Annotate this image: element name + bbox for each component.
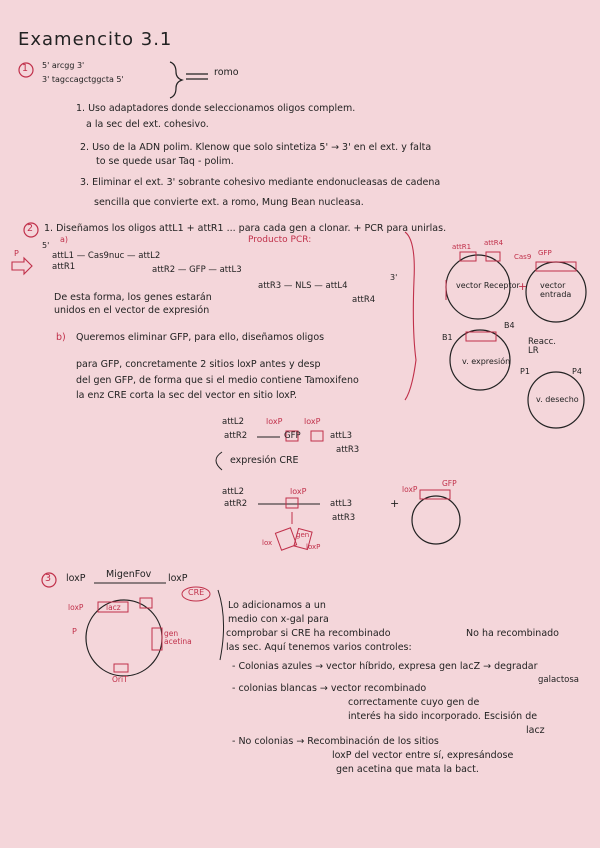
cas9-label: Cas9 bbox=[514, 253, 532, 261]
vector-expresion-label: v. expresión bbox=[462, 357, 511, 366]
attR1-label: attR1 bbox=[452, 243, 472, 251]
pcr-row3: attR3 — NLS — attL4 bbox=[258, 281, 348, 291]
seq1: 5' arcgg 3' bbox=[42, 61, 85, 70]
promoter-arrow-icon bbox=[12, 258, 32, 274]
vector-receptor-label: vector Receptor bbox=[456, 281, 520, 290]
q1-brace bbox=[170, 62, 182, 98]
p-label: P bbox=[14, 249, 19, 258]
q3-p-label: P bbox=[72, 627, 77, 636]
q3-loxP-right: loxP bbox=[168, 573, 188, 584]
gfp-label: GFP bbox=[538, 249, 552, 257]
q2-a-label: a) bbox=[60, 235, 69, 244]
vector-entrada-label: vector entrada bbox=[540, 281, 572, 299]
bullet1b: galactosa bbox=[538, 675, 580, 685]
bullet2b: correctamente cuyo gen de bbox=[348, 697, 480, 708]
p1-label: P1 bbox=[520, 367, 530, 376]
q1-item3b: sencilla que convierte ext. a romo, Mung Bean nucleasa. bbox=[94, 197, 364, 208]
para1-b: unidos en el vector de expresión bbox=[54, 305, 210, 316]
b-line3: del gen GFP, de forma que si el medio contiene Tamoxifeno bbox=[76, 375, 359, 386]
q1-item1a: 1. Uso adaptadores donde seleccionamos oligos complem. bbox=[76, 103, 356, 114]
q3-text2: medio con x-gal para bbox=[228, 614, 329, 625]
q2-heading: 1. Diseñamos los oligos attL1 + attR1 ... para cada gen a clonar. + PCR para unirlas. bbox=[44, 223, 447, 234]
bullet2c: interés ha sido incorporado. Escisión de bbox=[348, 711, 538, 722]
e-attL2: attL2 bbox=[222, 487, 245, 497]
bullet2d: lacz bbox=[526, 725, 545, 736]
q1-item3a: 3. Eliminar el ext. 3' sobrante cohesivo mediante endonucleasas de cadena bbox=[80, 177, 441, 188]
excised-circle bbox=[412, 496, 460, 544]
para1-a: De esta forma, los genes estarán bbox=[54, 292, 212, 303]
five-prime: 5' bbox=[42, 241, 50, 250]
pcr-row1x: attR1 bbox=[52, 262, 76, 272]
loxP-small: loxP bbox=[306, 543, 321, 551]
e-attL3: attL3 bbox=[330, 499, 353, 509]
q3-text3: comprobar si CRE ha recombinado bbox=[226, 628, 391, 639]
q1-number: 1 bbox=[22, 63, 29, 74]
seq2: 3' tagccagctggcta 5' bbox=[42, 75, 124, 84]
no-recombinado: No ha recombinado bbox=[466, 628, 559, 639]
gen-acetina-label: gen acetina bbox=[164, 629, 192, 647]
c-gfp: GFP bbox=[442, 479, 457, 488]
d-attL3: attL3 bbox=[330, 431, 353, 441]
e-loxP: loxP bbox=[290, 487, 307, 496]
d-attL2: attL2 bbox=[222, 417, 245, 427]
pcr-row4: attR4 bbox=[352, 295, 376, 305]
lacz-label: lacz bbox=[106, 603, 121, 612]
q3-loxP-left: loxP bbox=[66, 573, 86, 584]
page-title: Examencito 3.1 bbox=[18, 29, 173, 50]
pcr-row1: attL1 — Cas9nuc — attL2 bbox=[52, 251, 161, 261]
bullet3b: loxP del vector entre sí, expresándose bbox=[332, 750, 514, 761]
plasmid-circle bbox=[86, 600, 162, 676]
d-attR3: attR3 bbox=[336, 445, 360, 455]
cre-expression: expresión CRE bbox=[230, 455, 299, 466]
orit-label: OriT bbox=[112, 675, 128, 684]
d-gfp: GFP bbox=[284, 431, 301, 441]
bullet2: - colonias blancas → vector recombinado bbox=[232, 683, 427, 694]
q2-number: 2 bbox=[27, 223, 34, 234]
b-line4: la enz CRE corta la sec del vector en sitio loxP. bbox=[76, 390, 298, 401]
gen-label: gen bbox=[296, 531, 310, 539]
producto-pcr-label: Producto PCR: bbox=[248, 235, 312, 245]
b-line2: para GFP, concretamente 2 sitios loxP antes y desp bbox=[76, 359, 321, 370]
c-loxP: loxP bbox=[402, 485, 418, 494]
three-prime: 3' bbox=[390, 273, 398, 282]
q1-item1b: a la sec del ext. cohesivo. bbox=[86, 119, 209, 130]
d-loxP1: loxP bbox=[266, 417, 283, 426]
loxP-c-label: loxP bbox=[68, 603, 84, 612]
cre-label: CRE bbox=[188, 588, 205, 597]
d-loxP2: loxP bbox=[304, 417, 321, 426]
p4-label: P4 bbox=[572, 367, 582, 376]
bullet3c: gen acetina que mata la bact. bbox=[336, 764, 479, 775]
bullet3: - No colonias → Recombinación de los sitios bbox=[232, 736, 439, 747]
q3-migen: MigenFov bbox=[106, 569, 152, 580]
e-attR3: attR3 bbox=[332, 513, 356, 523]
pcr-row2: attR2 — GFP — attL3 bbox=[152, 265, 242, 275]
romo-label: romo bbox=[214, 67, 239, 78]
reacc-lr-label: Reacc. LR bbox=[528, 337, 557, 357]
b-line1: Queremos eliminar GFP, para ello, diseñamos oligos bbox=[76, 332, 325, 343]
vector-desecho-label: v. desecho bbox=[536, 395, 579, 404]
e-attR2: attR2 bbox=[224, 499, 248, 509]
plus-sign: + bbox=[390, 497, 400, 510]
q3-number: 3 bbox=[45, 573, 52, 584]
svg-text:+: + bbox=[518, 280, 528, 293]
d-attR2: attR2 bbox=[224, 431, 248, 441]
b1-label: B1 bbox=[442, 333, 453, 342]
q1-item2a: 2. Uso de la ADN polim. Klenow que solo sintetiza 5' → 3' en el ext. y falta bbox=[80, 142, 432, 153]
b4-label: B4 bbox=[504, 321, 515, 330]
q3-text4: las sec. Aquí tenemos varios controles: bbox=[226, 642, 412, 653]
bullet1: - Colonias azules → vector híbrido, expresa gen lacZ → degradar bbox=[232, 661, 538, 672]
q1-item2b: to se quede usar Taq - polim. bbox=[96, 156, 234, 167]
lox-label: lox bbox=[262, 539, 273, 547]
q3-text1: Lo adicionamos a un bbox=[228, 600, 326, 611]
attR4-label: attR4 bbox=[484, 239, 504, 247]
b-label: b) bbox=[56, 332, 66, 343]
